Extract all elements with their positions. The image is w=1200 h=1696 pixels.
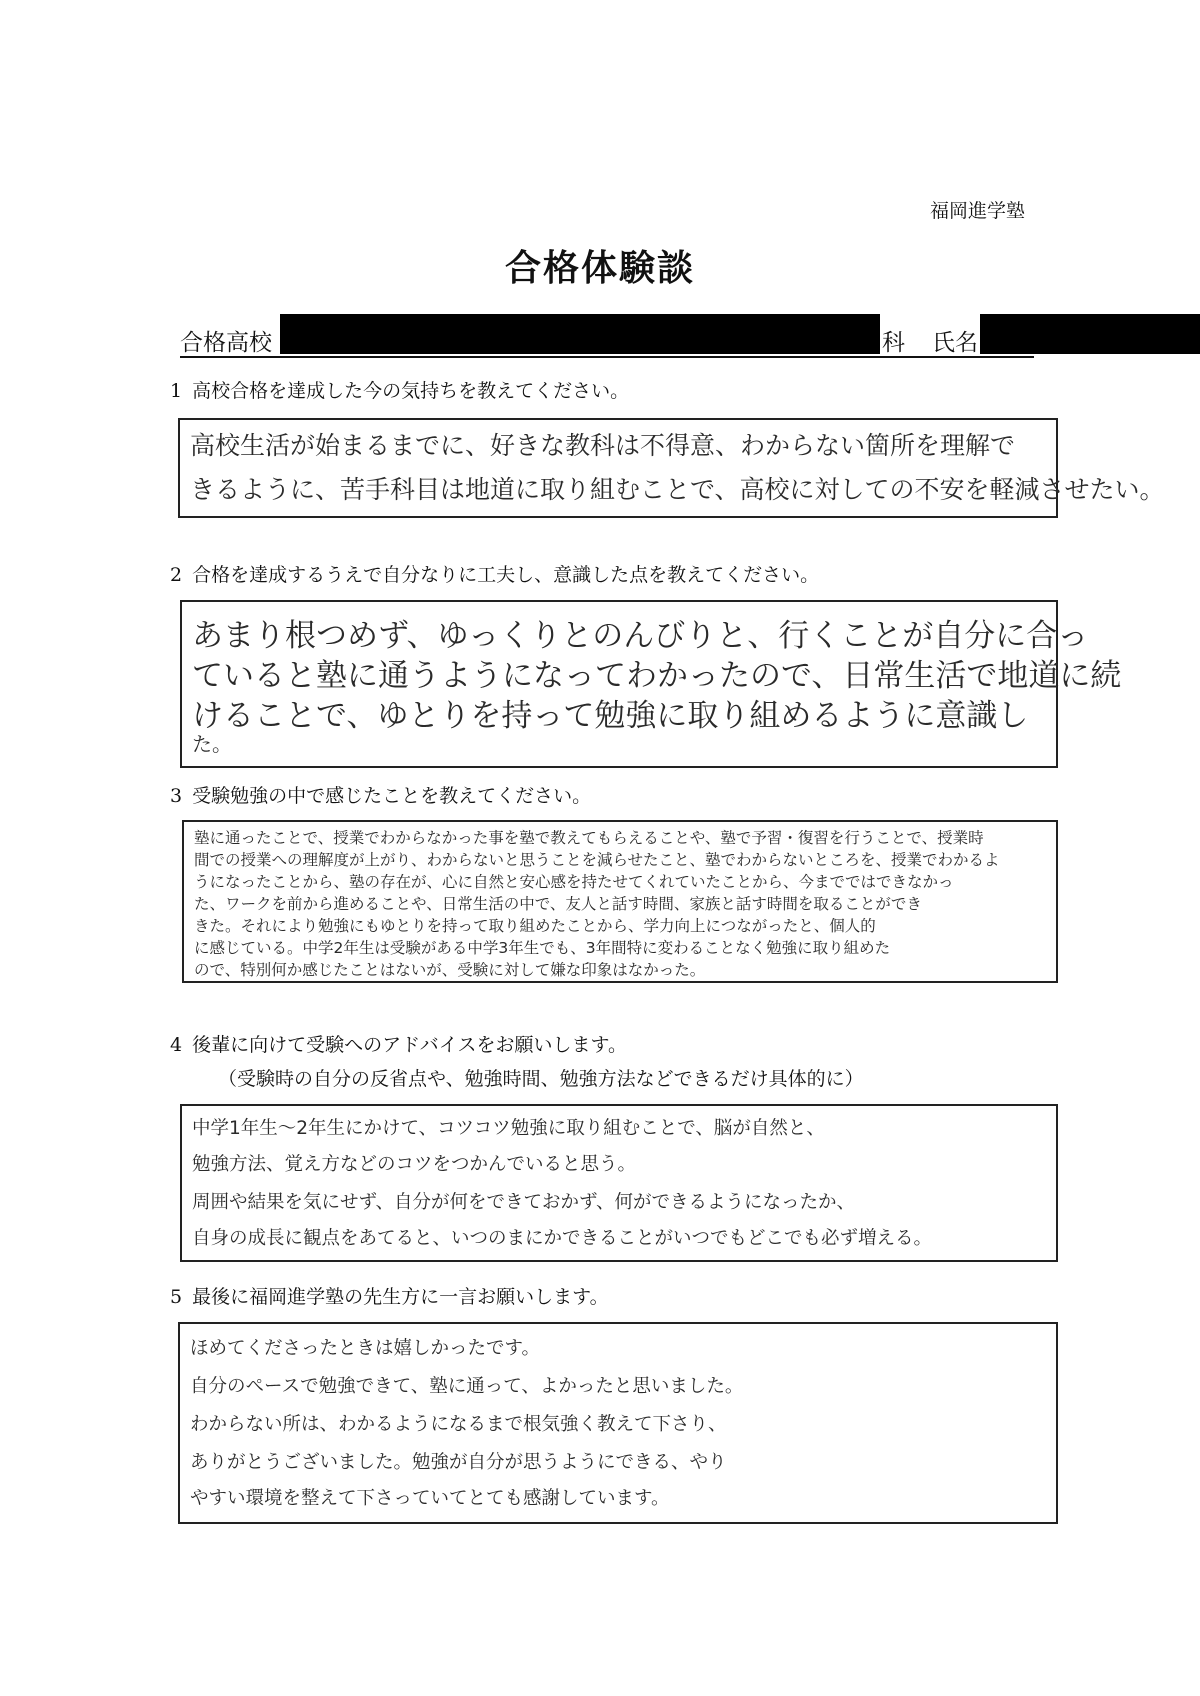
- answer-line: うになったことから、塾の存在が、心に自然と安心感を持たせてくれていたことから、今までではできなかっ: [194, 873, 954, 891]
- question-number: 4: [170, 1034, 183, 1056]
- answer-line: た。: [192, 732, 232, 756]
- question-4-subtext: （受験時の自分の反省点や、勉強時間、勉強方法などできるだけ具体的に）: [218, 1068, 864, 1090]
- question-3: [170, 781, 591, 808]
- question-text: 受験勉強の中で感じたことを教えてください。: [192, 785, 592, 807]
- question-number: 3: [170, 785, 183, 807]
- answer-line: 周囲や結果を気にせず、自分が何をできておかず、何ができるようになったか、: [192, 1192, 856, 1213]
- question-text: 合格を達成するうえで自分なりに工夫し、意識した点を教えてください。: [192, 564, 820, 586]
- answer-line: た、ワークを前から進めることや、日常生活の中で、友人と話す時間、家族と話す時間を取ることができ: [194, 895, 922, 913]
- answer-line: ほめてくださったときは嬉しかったです。: [190, 1338, 541, 1359]
- answer-box-2: [180, 600, 1122, 768]
- question-2: [170, 560, 819, 587]
- answer-line: 間での授業への理解度が上がり、わからないと思うことを減らせたこと、塾でわからないところを、授業でわかるよ: [194, 851, 1000, 869]
- answer-line: やすい環境を整えて下さっていてとても感謝しています。: [190, 1488, 670, 1509]
- question-number: 1: [170, 380, 183, 402]
- answer-line: ありがとうございました。勉強が自分が思うようにできる、やり: [190, 1452, 727, 1473]
- question-1: [170, 376, 629, 403]
- answer-line: あまり根つめず、ゆっくりとのんびりと、行くことが自分に合っ: [192, 618, 1089, 654]
- answer-line: に感じている。中学2年生は受験がある中学3年生でも、3年間特に変わることなく勉強に取り組めた: [194, 939, 891, 957]
- question-number: 2: [170, 564, 183, 586]
- department-label: 科: [882, 330, 905, 356]
- question-text: 最後に福岡進学塾の先生方に一言お願いします。: [192, 1286, 609, 1308]
- answer-box-3: [182, 820, 1058, 983]
- redacted-student-name: [980, 314, 1200, 354]
- question-number: 5: [170, 1286, 183, 1308]
- question-text: 後輩に向けて受験へのアドバイスをお願いします。: [192, 1034, 628, 1056]
- answer-line: きた。それにより勉強にもゆとりを持って取り組めたことから、学力向上につながったと、個人的: [194, 917, 876, 935]
- answer-line: 自分のペースで勉強できて、塾に通って、よかったと思いました。: [190, 1376, 744, 1397]
- answer-line: 勉強方法、覚え方などのコツをつかんでいると思う。: [192, 1154, 637, 1175]
- answer-line: ていると塾に通うようになってわかったので、日常生活で地道に続: [192, 658, 1122, 694]
- answer-line: 自身の成長に観点をあてると、いつのまにかできることがいつでもどこでも必ず増える。: [192, 1228, 933, 1249]
- page-title: 合格体験談: [504, 248, 695, 289]
- answer-box-4: [180, 1104, 1058, 1262]
- answer-line: わからない所は、わかるようになるまで根気強く教えて下さり、: [190, 1414, 727, 1435]
- info-row: [180, 322, 1034, 358]
- answer-line: 塾に通ったことで、授業でわからなかった事を塾で教えてもらえることや、塾で予習・復習を行うことで、授業時: [194, 829, 984, 847]
- answer-line: きるように、苦手科目は地道に取り組むことで、高校に対しての不安を軽減させたい。: [190, 475, 1165, 504]
- answer-box-5: [178, 1322, 1058, 1524]
- redacted-school-name: [280, 314, 880, 354]
- answer-line: 高校生活が始まるまでに、好きな教科は不得意、わからない箇所を理解で: [190, 431, 1016, 460]
- answer-line: 中学1年生～2年生にかけて、コツコツ勉強に取り組むことで、脳が自然と、: [192, 1118, 825, 1139]
- question-4: [170, 1030, 627, 1057]
- school-label: 合格高校: [180, 330, 272, 356]
- school-name: 福岡進学塾: [930, 200, 1026, 222]
- question-5: [170, 1282, 609, 1309]
- answer-line: けることで、ゆとりを持って勉強に取り組めるように意識し: [192, 698, 1029, 734]
- name-label: 氏名: [932, 330, 978, 356]
- question-text: 高校合格を達成した今の気持ちを教えてください。: [192, 380, 630, 402]
- answer-line: ので、特別何か感じたことはないが、受験に対して嫌な印象はなかった。: [194, 961, 706, 979]
- answer-box-1: [178, 418, 1165, 518]
